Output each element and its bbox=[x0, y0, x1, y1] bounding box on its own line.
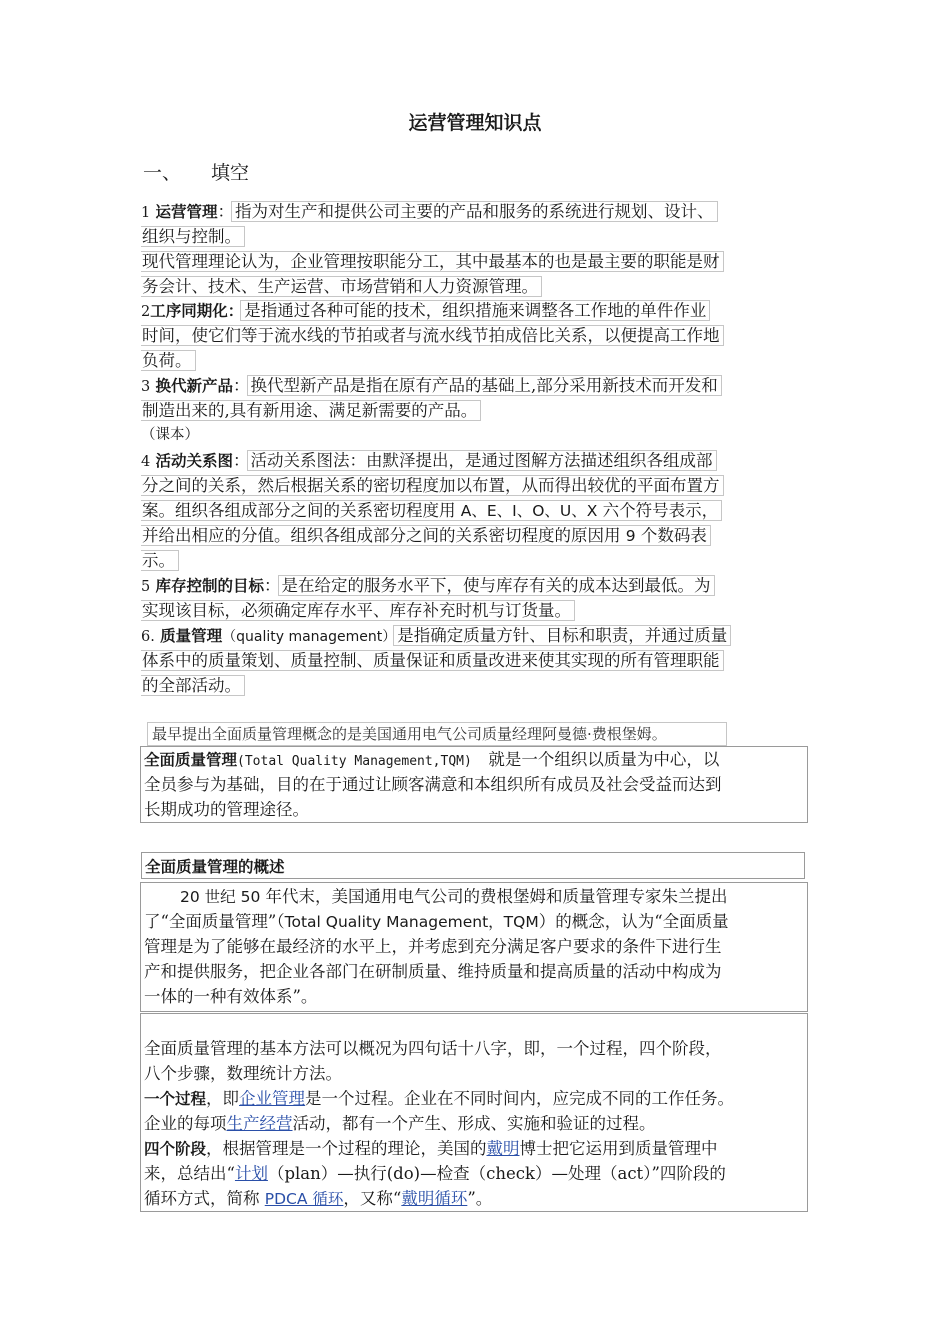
item-inventory-control-goal: 5 库存控制的目标：是在给定的服务水平下，使与库存有关的成本达到最低。为 实现该目标，必须确定库存水平、库存补充时机与订货量。 bbox=[141, 573, 805, 623]
term-inventory-control-goal: 库存控制的目标 bbox=[155, 577, 264, 595]
item-process-synchronization: 2工序同期化：是指通过各种可能的技术，组织措施来调整各工作地的单件作业 时间，使它们等于流水线的节拍或者与流水线节拍成倍比关系，以便提高工作地 负荷。 bbox=[141, 298, 805, 373]
item-replacement-product: 3 换代新产品：换代型新产品是指在原有产品的基础上,部分采用新技术而开发和 制造出来的,具有新用途、满足新需要的产品。 （课本） bbox=[141, 373, 805, 448]
section-heading bbox=[143, 158, 249, 185]
overview-body: 20 世纪 50 年代末，美国通用电气公司的费根堡姆和质量管理专家朱兰提出 了“全面质量管理”（Total Quality Management，TQM）的概念，认为“全面质量 管理是为了能够在最经济的水平上，并考虑到充分满足客户要求的条件下进行生 产和提供服务，把企业各部门在研制质量、维持质量和提高质量的活动中构成为 一体的一种有效体系”。 bbox=[144, 887, 729, 1006]
document-title: 运营管理知识点 bbox=[408, 112, 542, 134]
term-tqm: 全面质量管理 bbox=[144, 751, 238, 769]
overview-heading: 全面质量管理的概述 bbox=[145, 858, 285, 876]
paragraph-management-theory: 现代管理理论认为，企业管理按职能分工，其中最基本的也是最主要的职能是财 bbox=[141, 251, 724, 272]
link-production-operations[interactable]: 生产经营 bbox=[226, 1114, 293, 1133]
method-body: 全面质量管理的基本方法可以概况为四句话十八字，即，一个过程，四个阶段， 八个步骤，数理统计方法。 一个过程，即企业管理是一个过程。企业在不同时间内，应完成不同的工作任务。 企业的每项生产经营活动，都有一个产生、形成、实施和验证的过程。 四个阶段，根据管理是一个过程的理论，美国的戴明博士把它运用到质量管理中 来，总结出“计划（plan）—执行(do)—检查（check）—处理（act）”四阶段的 循环方式，简称 PDCA 循环，又称“戴明循环”。 bbox=[144, 1039, 735, 1208]
item-quality-management: 6. 质量管理（quality management）是指确定质量方针、目标和职责，并通过质量 体系中的质量策划、质量控制、质量保证和质量改进来使其实现的所有管理职能 的全部活动。 bbox=[141, 623, 805, 698]
link-deming[interactable]: 戴明 bbox=[486, 1139, 520, 1158]
link-plan[interactable]: 计划 bbox=[234, 1164, 268, 1183]
term-quality-management: 质量管理 bbox=[160, 627, 223, 645]
textbook-note: （课本） bbox=[141, 427, 199, 443]
term-operations-management: 运营管理 bbox=[155, 203, 218, 221]
term-replacement-product: 换代新产品 bbox=[155, 377, 233, 395]
section-label: 填空 bbox=[211, 162, 250, 184]
tqm-definition: 全面质量管理(Total Quality Management,TQM) 就是一个组织以质量为中心，以 全员参与为基础，目的在于通过让顾客满意和本组织所有成员及社会受益而达到 长期成功的管理途径。 bbox=[144, 750, 722, 819]
feigenbaum-note-box bbox=[147, 722, 727, 746]
link-enterprise-management[interactable]: 企业管理 bbox=[239, 1089, 306, 1108]
feigenbaum-note: 最早提出全面质量管理概念的是美国通用电气公司质量经理阿曼德·费根堡姆。 bbox=[152, 725, 667, 743]
link-pdca-cycle[interactable]: PDCA 循环 bbox=[264, 1190, 344, 1208]
section-number: 一、 bbox=[143, 162, 182, 184]
link-deming-cycle[interactable]: 戴明循环 bbox=[401, 1189, 468, 1208]
overview-heading-box bbox=[141, 852, 805, 879]
item-activity-relationship-chart: 4 活动关系图：活动关系图法：由默泽提出，是通过图解方法描述组织各组成部 分之间的关系，然后根据关系的密切程度加以布置，从而得出较优的平面布置方 案。组织各组成部分之间的关系密切程度用 A、E、I、O、U、X 六个符号表示， 并给出相应的分值。组织各组成部分之间的关系密切程度的原因用 9 个数码表 示。 bbox=[141, 448, 805, 573]
item-operations-management: 1 运营管理：指为对生产和提供公司主要的产品和服务的系统进行规划、设计、 组织与控制。 现代管理理论认为，企业管理按职能分工，其中最基本的也是最主要的职能是财 务会计、技术、生产运营、市场营销和人力资源管理。 bbox=[141, 199, 805, 299]
term-activity-relationship-chart: 活动关系图 bbox=[155, 452, 233, 470]
term-process-synchronization: 工序同期化： bbox=[150, 302, 244, 320]
